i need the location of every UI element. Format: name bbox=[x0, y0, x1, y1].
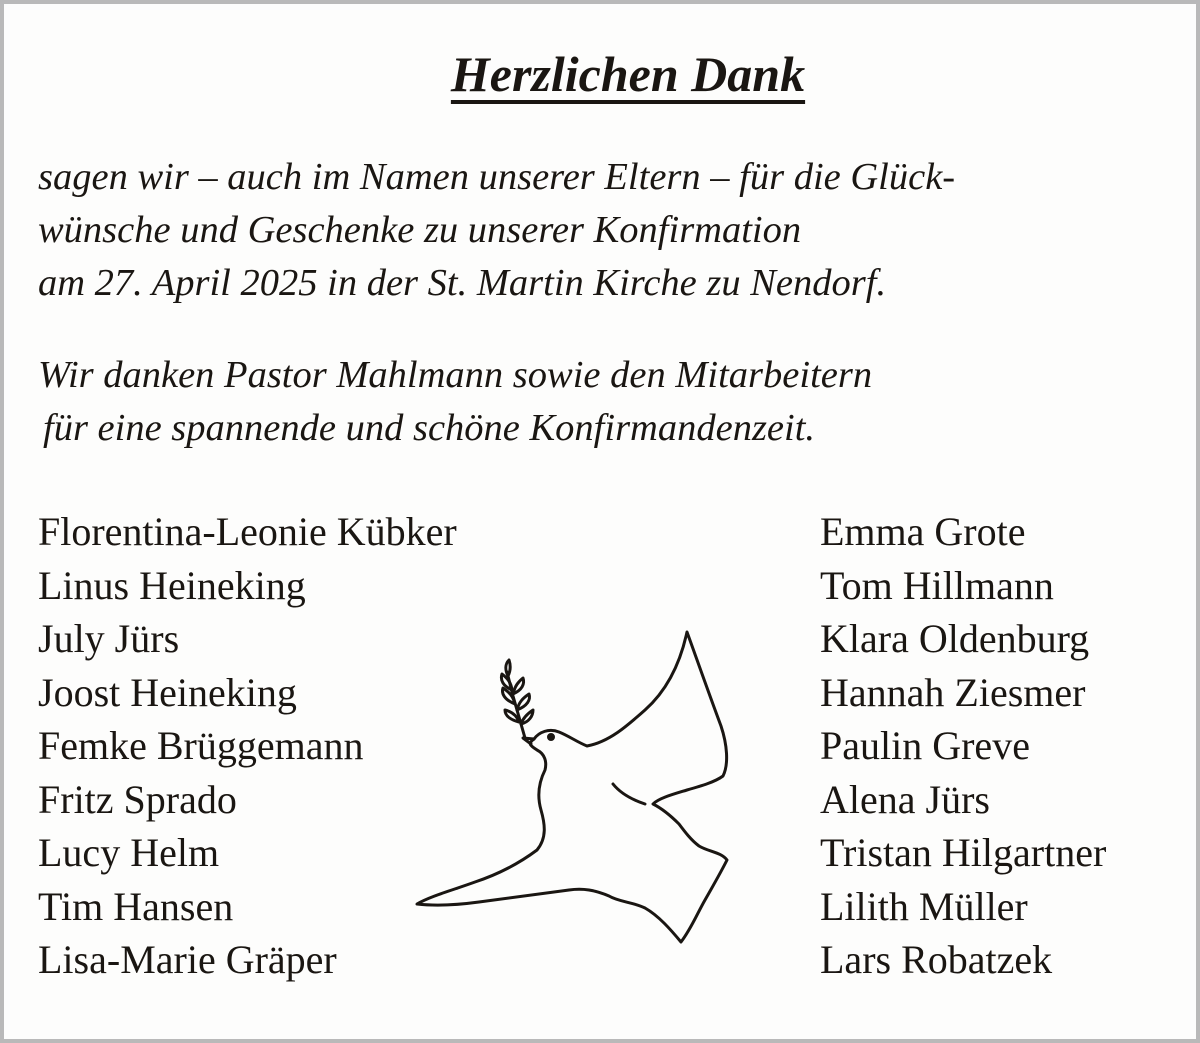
name-entry: Tim Hansen bbox=[38, 883, 234, 929]
thanks-line-2: wünsche und Geschenke zu unserer Konfirmation bbox=[38, 209, 802, 251]
thanks-line-3: am 27. April 2025 in der St. Martin Kirche zu Nendorf. bbox=[38, 262, 887, 304]
headline bbox=[4, 44, 1200, 104]
name-entry: Florentina-Leonie Kübker bbox=[38, 509, 457, 554]
thanks-line-1: sagen wir – auch im Namen unserer Eltern – für die Glück- bbox=[38, 156, 956, 198]
names-left-column bbox=[38, 505, 457, 987]
name-entry: Klara Oldenburg bbox=[820, 616, 1090, 661]
dove-with-olive-branch-icon bbox=[409, 624, 749, 954]
thanks-paragraph bbox=[38, 151, 955, 310]
name-entry: Tom Hillmann bbox=[820, 562, 1054, 608]
name-entry: Lilith Müller bbox=[820, 883, 1028, 929]
names-right-column bbox=[820, 505, 1106, 987]
headline-text: Herzlichen Dank bbox=[450, 46, 806, 102]
pastor-thanks-paragraph bbox=[38, 349, 872, 455]
name-entry: Lucy Helm bbox=[38, 830, 220, 875]
name-entry: Lars Robatzek bbox=[820, 937, 1053, 982]
name-entry: Femke Brüggemann bbox=[38, 723, 364, 768]
pastor-thanks-line-1: Wir danken Pastor Mahlmann sowie den Mitarbeitern bbox=[38, 354, 873, 396]
name-entry: Tristan Hilgartner bbox=[820, 830, 1107, 875]
name-entry: Alena Jürs bbox=[820, 776, 990, 822]
name-entry: Linus Heineking bbox=[38, 562, 306, 608]
name-entry: Fritz Sprado bbox=[38, 776, 237, 822]
name-entry: Paulin Greve bbox=[820, 723, 1030, 768]
name-entry: Emma Grote bbox=[820, 509, 1026, 554]
pastor-thanks-line-2: für eine spannende und schöne Konfirmandenzeit. bbox=[43, 407, 816, 449]
name-entry: Joost Heineking bbox=[38, 669, 297, 715]
name-entry: July Jürs bbox=[38, 616, 180, 661]
name-entry: Lisa-Marie Gräper bbox=[38, 937, 337, 982]
name-entry: Hannah Ziesmer bbox=[820, 669, 1086, 715]
